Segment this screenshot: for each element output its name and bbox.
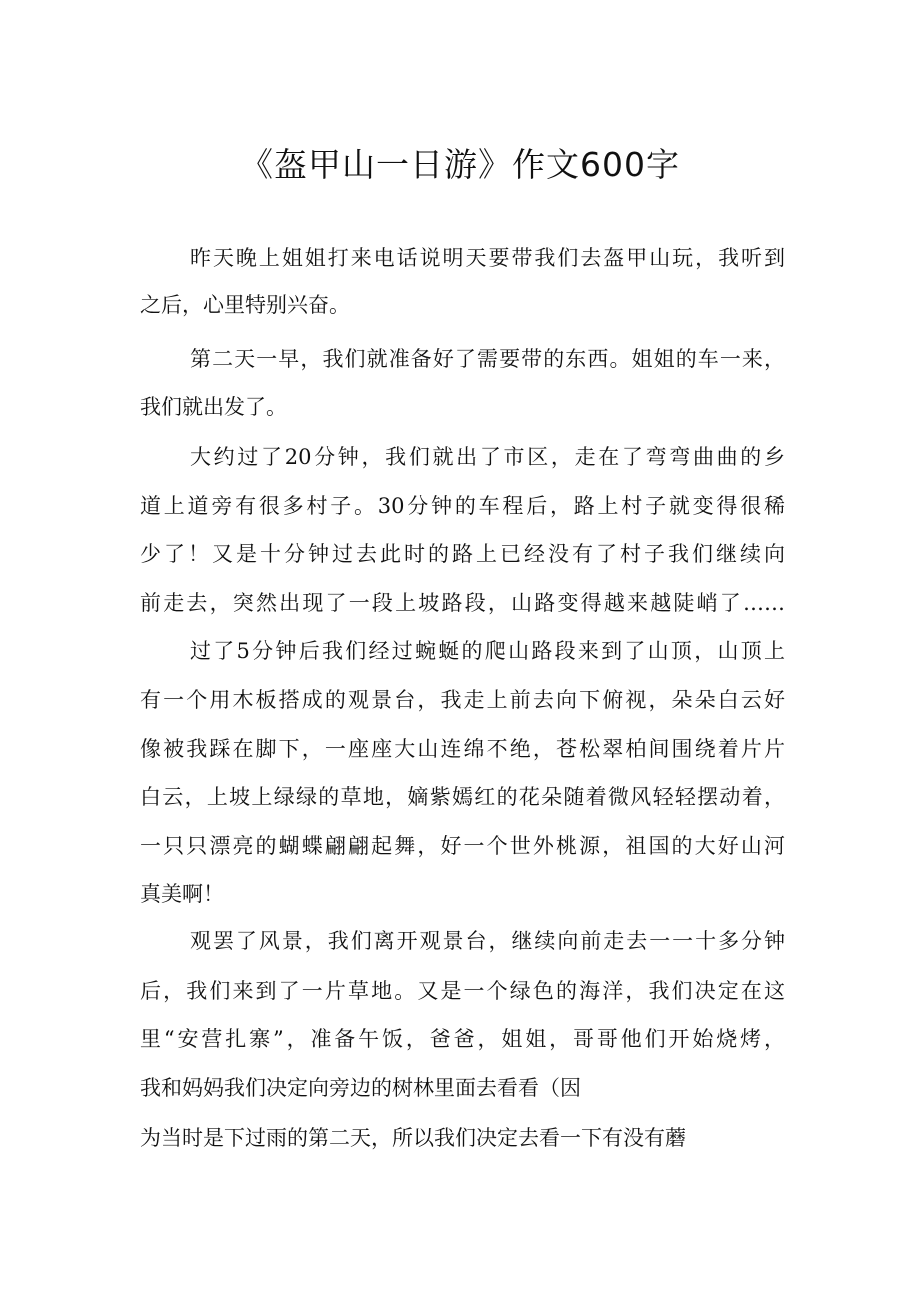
paragraph-line: 少了！又是十分钟过去此时的路上已经没有了村子我们继续向	[140, 542, 785, 566]
paragraph-line: 一只只漂亮的蝴蝶翩翩起舞，好一个世外桃源，祖国的大好山河	[140, 834, 785, 858]
paragraph-line: 过了5分钟后我们经过蜿蜒的爬山路段来到了山顶，山顶上	[190, 639, 785, 663]
paragraph-line: 观罢了风景，我们离开观景台，继续向前走去一一十多分钟	[190, 929, 785, 953]
page-title: 《盔甲山一日游》作文600字	[240, 145, 680, 184]
paragraph-line: 后，我们来到了一片草地。又是一个绿色的海洋，我们决定在这	[140, 979, 785, 1003]
paragraph-line: 真美啊！	[140, 882, 224, 906]
paragraph-line: 我和妈妈我们决定向旁边的树林里面去看看（因	[140, 1076, 581, 1100]
paragraph-line: 像被我踩在脚下，一座座大山连绵不绝，苍松翠柏间围绕着片片	[140, 737, 785, 761]
paragraph-line: 前走去，突然出现了一段上坡路段，山路变得越来越陡峭了……	[140, 591, 785, 615]
paragraph-line: 白云，上坡上绿绿的草地，嫡紫嫣红的花朵随着微风轻轻摆动着，	[140, 785, 785, 809]
paragraph-line: 有一个用木板搭成的观景台，我走上前去向下俯视，朵朵白云好	[140, 688, 785, 712]
paragraph-line: 大约过了20分钟，我们就出了市区，走在了弯弯曲曲的乡	[190, 445, 785, 469]
paragraph-line: 之后，心里特别兴奋。	[140, 293, 350, 317]
paragraph-line: 第二天一早，我们就准备好了需要带的东西。姐姐的车一来，	[190, 347, 785, 371]
paragraph-line: 道上道旁有很多村子。30分钟的车程后，路上村子就变得很稀	[140, 494, 785, 518]
paragraph-line: 里“安营扎寨”，准备午饭，爸爸，姐姐，哥哥他们开始烧烤，	[140, 1027, 785, 1051]
paragraph-line: 为当时是下过雨的第二天，所以我们决定去看一下有没有蘑	[140, 1126, 686, 1150]
paragraph-line: 我们就出发了。	[140, 395, 287, 419]
paragraph-line: 昨天晚上姐姐打来电话说明天要带我们去盔甲山玩，我听到	[190, 246, 785, 270]
